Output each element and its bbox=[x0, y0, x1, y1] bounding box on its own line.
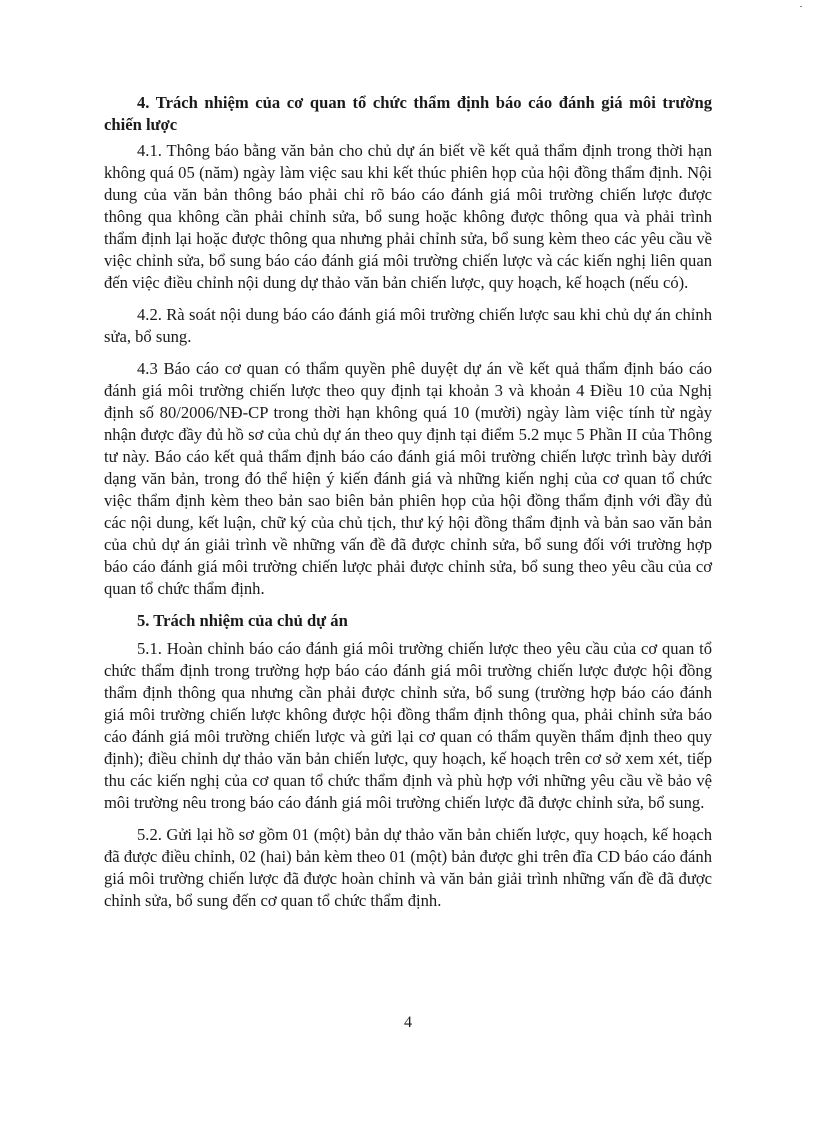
paragraph-4-3: 4.3 Báo cáo cơ quan có thẩm quyền phê duyệt dự án về kết quả thẩm định báo cáo đánh giá môi trường chiến lược theo quy định tại khoản 3 và khoản 4 Điều 10 của Nghị định số 80/2006/NĐ-CP trong thời hạn không quá 10 (mười) ngày làm việc tính từ ngày nhận được đầy đủ hồ sơ của chủ dự án theo quy định tại điểm 5.2 mục 5 Phần II của Thông tư này. Báo cáo kết quả thẩm định báo cáo đánh giá môi trường chiến lược trình bày dưới dạng văn bản, trong đó thể hiện ý kiến đánh giá và những kiến nghị của cơ quan tổ chức việc thẩm định kèm theo bản sao biên bản phiên họp của hội đồng thẩm định với đầy đủ các nội dung, kết luận, chữ ký của chủ tịch, thư ký hội đồng thẩm định và bản sao văn bản của chủ dự án giải trình về những vấn đề đã được chỉnh sửa, bổ sung đối với trường hợp báo cáo đánh giá môi trường chiến lược phải được chỉnh sửa, bổ sung theo yêu cầu của cơ quan tổ chức thẩm định. bbox=[104, 359, 712, 598]
paragraph-5-1: 5.1. Hoàn chỉnh báo cáo đánh giá môi trường chiến lược theo yêu cầu của cơ quan tổ chức thẩm định trong trường hợp báo cáo đánh giá môi trường chiến lược được hội đồng thẩm định thông qua nhưng cần phải được chỉnh sửa, bổ sung (trường hợp báo cáo đánh giá môi trường chiến lược không được hội đồng thẩm định thông qua, phải chỉnh sửa báo cáo đánh giá môi trường chiến lược và gửi lại cơ quan có thẩm quyền thẩm định theo quy định); điều chỉnh dự thảo văn bản chiến lược, quy hoạch, kế hoạch trên cơ sở xem xét, tiếp thu các kiến nghị của cơ quan tổ chức thẩm định và phù hợp với những yêu cầu về bảo vệ môi trường nêu trong báo cáo đánh giá môi trường chiến lược đã được chỉnh sửa, bổ sung. bbox=[104, 639, 712, 812]
page-content bbox=[104, 92, 712, 922]
section-5-heading: 5. Trách nhiệm của chủ dự án bbox=[137, 611, 348, 630]
paragraph-4-2: 4.2. Rà soát nội dung báo cáo đánh giá môi trường chiến lược sau khi chủ dự án chỉnh sửa, bổ sung. bbox=[104, 305, 712, 346]
paragraph-5-2: 5.2. Gửi lại hồ sơ gồm 01 (một) bản dự thảo văn bản chiến lược, quy hoạch, kế hoạch đã được điều chỉnh, 02 (hai) bản kèm theo 01 (một) bản được ghi trên đĩa CD báo cáo đánh giá môi trường chiến lược đã được hoàn chỉnh và văn bản giải trình những vấn đề đã được chỉnh sửa, bổ sung đến cơ quan tổ chức thẩm định. bbox=[104, 825, 712, 910]
paragraph-4-1: 4.1. Thông báo bằng văn bản cho chủ dự án biết về kết quả thẩm định trong thời hạn không quá 05 (năm) ngày làm việc sau khi kết thúc phiên họp của hội đồng thẩm định. Nội dung của văn bản thông báo phải chỉ rõ báo cáo đánh giá môi trường chiến lược được thông qua không cần phải chỉnh sửa, bổ sung hoặc không được thông qua và phải trình thẩm định lại hoặc được thông qua nhưng phải chỉnh sửa, bổ sung kèm theo các yêu cầu về việc chỉnh sửa, bổ sung báo cáo đánh giá môi trường chiến lược và các kiến nghị liên quan đến việc điều chỉnh nội dung dự thảo văn bản chiến lược, quy hoạch, kế hoạch (nếu có). bbox=[104, 141, 712, 292]
page-number: 4 bbox=[404, 1014, 412, 1031]
scan-speck bbox=[800, 6, 802, 7]
section-4-heading: 4. Trách nhiệm của cơ quan tổ chức thẩm định báo cáo đánh giá môi trường chiến lược bbox=[104, 93, 712, 134]
